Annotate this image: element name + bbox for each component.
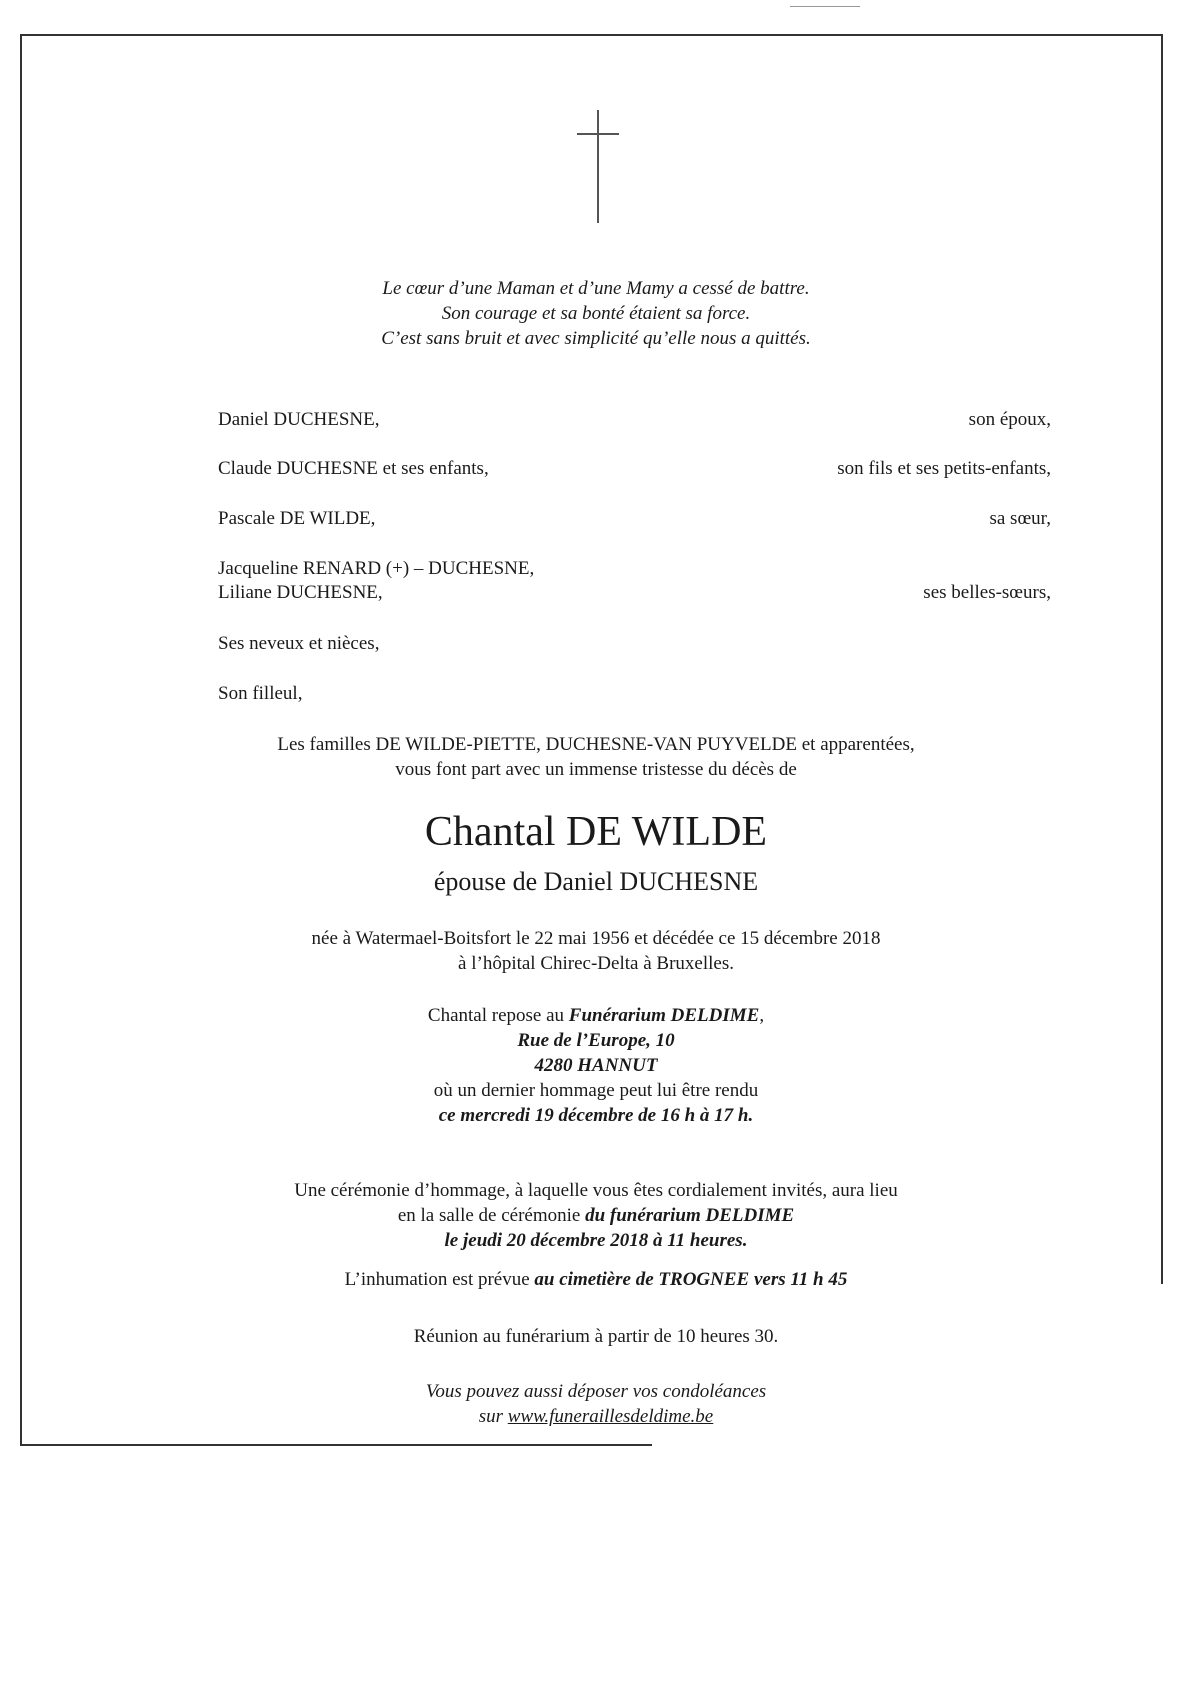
repose-comma: , (759, 1005, 765, 1026)
ceremony-place: du funérarium DELDIME (585, 1205, 795, 1226)
funerarium-name: Funérarium DELDIME (568, 1005, 760, 1026)
family-relation: ses belles-sœurs, (923, 582, 1051, 603)
visit-date: ce mercredi 19 décembre de 16 h à 17 h. (438, 1105, 754, 1126)
condolences-info (0, 1379, 1192, 1429)
family-relation: son fils et ses petits-enfants, (837, 458, 1051, 479)
deceased-name: Chantal DE WILDE (424, 809, 768, 855)
family-relation: sa sœur, (989, 508, 1051, 529)
families-announcement (0, 732, 1192, 782)
burial-info (0, 1267, 1192, 1292)
border-top (20, 34, 1163, 36)
street-address: Rue de l’Europe, 10 (517, 1030, 675, 1051)
family-name: Pascale DE WILDE, (218, 508, 376, 529)
condolences-line: Vous pouvez aussi déposer vos condoléances (425, 1381, 767, 1402)
spouse-line: épouse de Daniel DUCHESNE (433, 867, 759, 896)
quote-line: Son courage et sa bonté étaient sa force. (441, 303, 751, 324)
condolences-line (0, 1404, 1192, 1429)
family-name: Son filleul, (218, 683, 303, 704)
families-line: Les familles DE WILDE-PIETTE, DUCHESNE-VAN PUYVELDE et apparentées, (277, 734, 915, 755)
birth-line: née à Watermael-Boitsfort le 22 mai 1956 et décédée ce 15 décembre 2018 (311, 928, 881, 949)
quote-line: C’est sans bruit et avec simplicité qu’elle nous a quittés. (381, 328, 811, 349)
families-line: vous font part avec un immense tristesse du décès de (395, 759, 797, 780)
family-name: Daniel DUCHESNE, (218, 409, 380, 430)
family-name: Liliane DUCHESNE, (218, 582, 383, 603)
reunion-info: Réunion au funérarium à partir de 10 heures 30. (413, 1326, 779, 1347)
ceremony-date: le jeudi 20 décembre 2018 à 11 heures. (444, 1230, 748, 1251)
ceremony-prefix: en la salle de cérémonie (397, 1205, 586, 1226)
family-name: Jacqueline RENARD (+) – DUCHESNE, (218, 558, 535, 579)
quote-line: Le cœur d’une Maman et d’une Mamy a cessé de battre. (382, 278, 810, 299)
city-address: 4280 HANNUT (534, 1055, 658, 1076)
ceremony-info (0, 1178, 1192, 1253)
family-name: Ses neveux et nièces, (218, 633, 380, 654)
condolences-link[interactable]: www.funeraillesdeldime.be (507, 1406, 714, 1427)
repose-prefix: Chantal repose au (427, 1005, 569, 1026)
hommage-line: où un dernier hommage peut lui être rendu (433, 1080, 759, 1101)
burial-place: au cimetière de TROGNEE vers 11 h 45 (534, 1269, 848, 1290)
repose-info (0, 1003, 1192, 1128)
repose-line (0, 1003, 1192, 1028)
condolences-prefix: sur (478, 1406, 508, 1427)
ceremony-line: Une cérémonie d’hommage, à laquelle vous êtes cordialement invités, aura lieu (294, 1180, 898, 1201)
border-bottom (20, 1444, 652, 1446)
burial-prefix: L’inhumation est prévue (344, 1269, 535, 1290)
family-relation: son époux, (968, 409, 1051, 430)
opening-quote (0, 276, 1192, 351)
scan-mark (790, 6, 860, 7)
family-name: Claude DUCHESNE et ses enfants, (218, 458, 489, 479)
birth-line: à l’hôpital Chirec-Delta à Bruxelles. (458, 953, 734, 974)
birth-death-info (0, 926, 1192, 976)
ceremony-line (0, 1203, 1192, 1228)
